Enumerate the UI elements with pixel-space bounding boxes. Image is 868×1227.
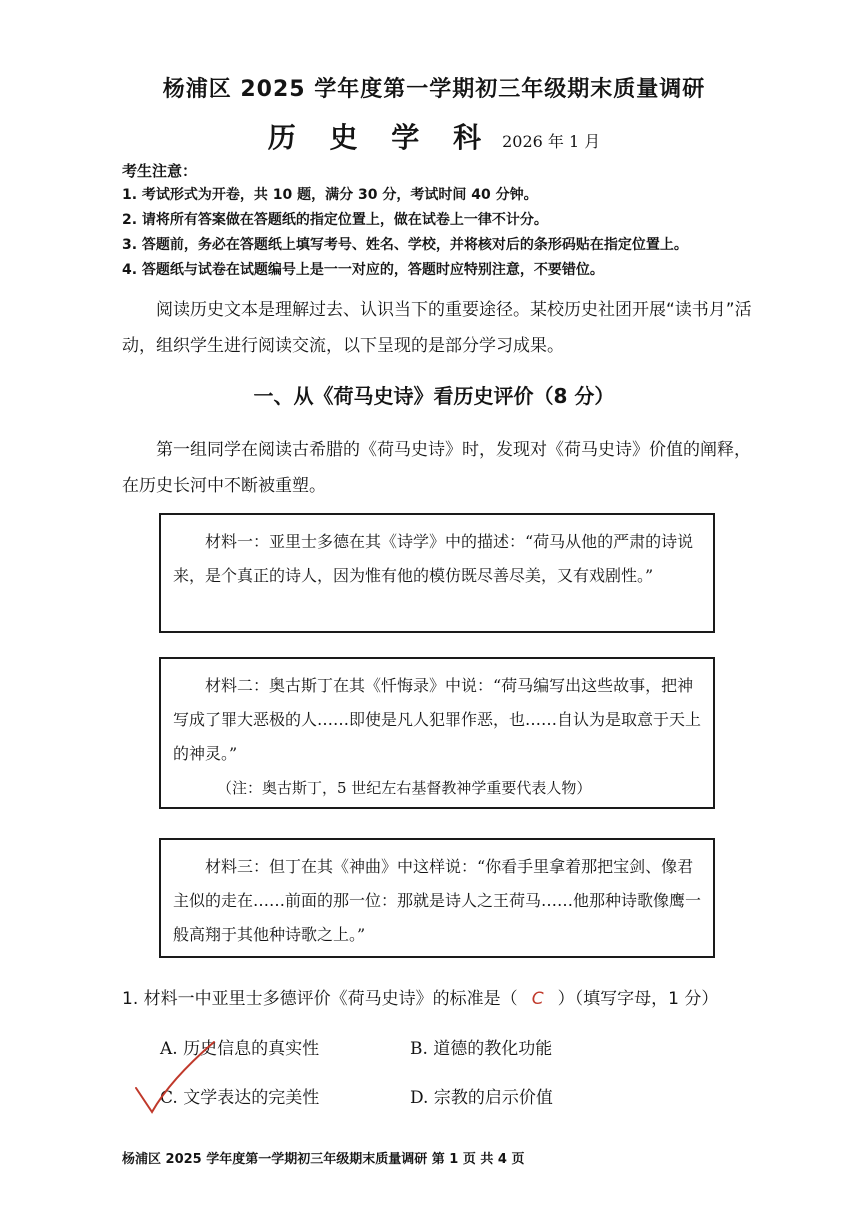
question-suffix: ）（填写字母，1 分） xyxy=(557,989,719,1009)
intro-paragraph: 阅读历史文本是理解过去、认识当下的重要途径。某校历史社团开展“读书月”活动，组织学生进行阅读交流，以下呈现的是部分学习成果。 xyxy=(122,300,752,356)
option-a: A. 历史信息的真实性 xyxy=(160,1039,320,1059)
notice-item: 4. 答题纸与试卷在试题编号上是一一对应的，答题时应特别注意，不要错位。 xyxy=(122,262,604,278)
handwritten-check-icon xyxy=(130,1040,220,1120)
section-lead: 第一组同学在阅读古希腊的《荷马史诗》时，发现对《荷马史诗》价值的阐释，在历史长河中不断被重塑。 xyxy=(122,440,751,496)
exam-title: 杨浦区 2025 学年度第一学期初三年级期末质量调研 xyxy=(162,77,706,102)
subject-line xyxy=(0,116,868,156)
material-box-2 xyxy=(159,657,715,809)
option-d: D. 宗教的启示价值 xyxy=(410,1088,553,1108)
notice-item: 3. 答题前，务必在答题纸上填写考号、姓名、学校，并将核对后的条形码贴在指定位置上。 xyxy=(122,237,688,253)
material-box-3 xyxy=(159,838,715,958)
material-box-1 xyxy=(159,513,715,633)
material-text: 材料二：奥古斯丁在其《忏悔录》中说：“荷马编写出这些故事，把神写成了罪大恶极的人……即使是凡人犯罪作恶，也……自认为是取意于天上的神灵。” xyxy=(173,676,702,763)
material-text: 材料三：但丁在其《神曲》中这样说：“你看手里拿着那把宝剑、像君主似的走在……前面的那一位：那就是诗人之王荷马……他那种诗歌像鹰一般高翔于其他种诗歌之上。” xyxy=(173,857,702,944)
option-c: C. 文学表达的完美性 xyxy=(160,1088,320,1108)
exam-date: 2026 年 1 月 xyxy=(502,132,601,151)
notice-heading: 考生注意： xyxy=(122,162,198,180)
subject-name: 历 史 学 科 xyxy=(267,121,493,154)
page-footer: 杨浦区 2025 学年度第一学期初三年级期末质量调研 第 1 页 共 4 页 xyxy=(122,1152,525,1167)
notice-item: 2. 请将所有答案做在答题纸的指定位置上，做在试卷上一律不计分。 xyxy=(122,212,548,228)
material-note: （注：奥古斯丁，5 世纪左右基督教神学重要代表人物） xyxy=(217,779,592,797)
question-1 xyxy=(122,984,718,1009)
section-title: 一、从《荷马史诗》看历史评价（8 分） xyxy=(253,384,615,408)
answer-blank: C xyxy=(531,989,544,1009)
material-text: 材料一：亚里士多德在其《诗学》中的描述：“荷马从他的严肃的诗说来，是个真正的诗人，因为惟有他的模仿既尽善尽美，又有戏剧性。” xyxy=(173,532,694,585)
option-b: B. 道德的教化功能 xyxy=(410,1039,553,1059)
question-prefix: 1. 材料一中亚里士多德评价《荷马史诗》的标准是（ xyxy=(122,989,518,1009)
notice-item: 1. 考试形式为开卷，共 10 题，满分 30 分，考试时间 40 分钟。 xyxy=(122,187,538,203)
